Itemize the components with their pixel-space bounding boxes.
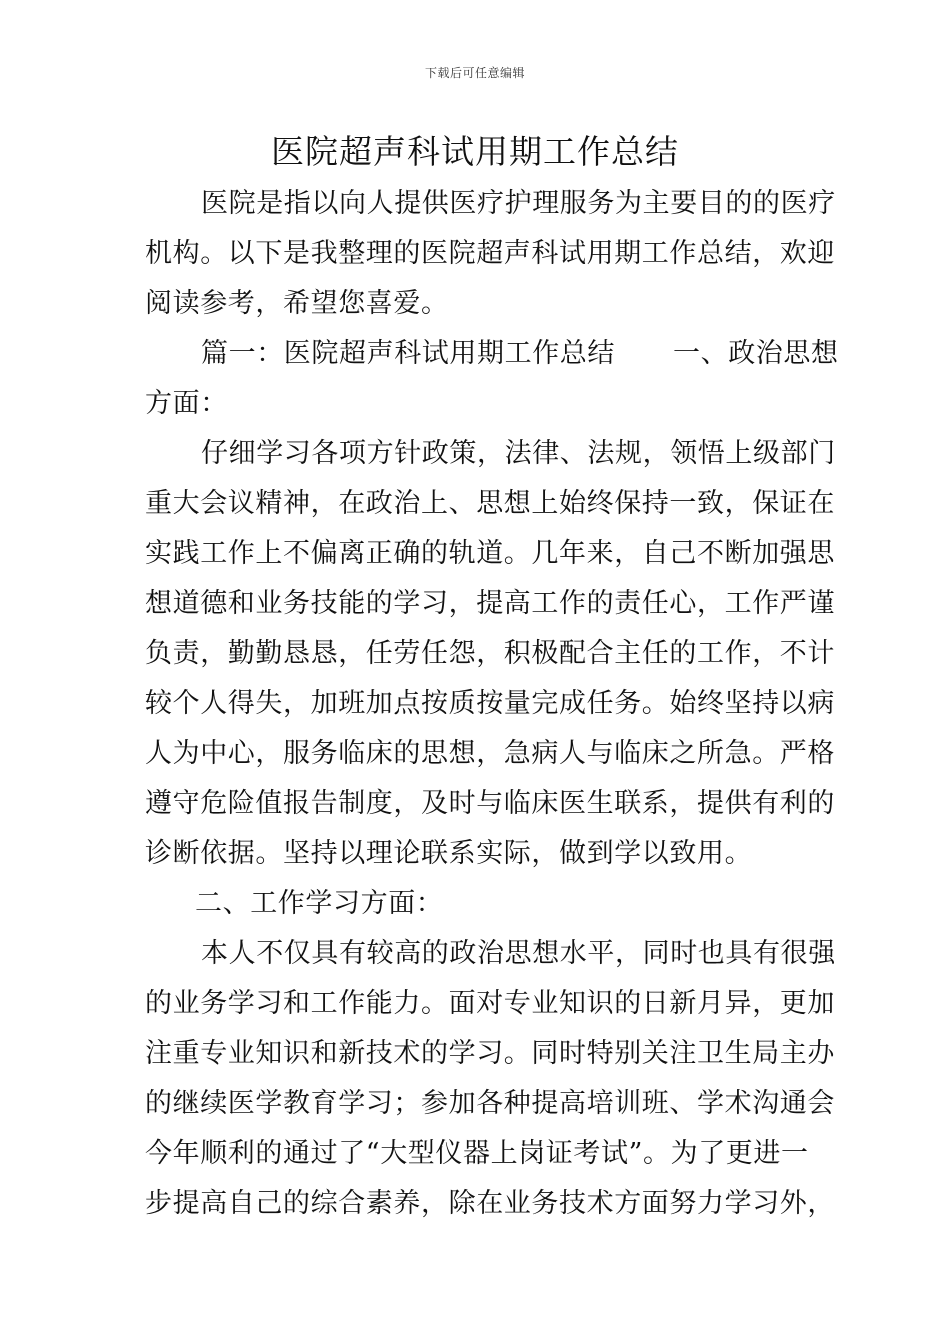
paragraph-line: 机构。以下是我整理的医院超声科试用期工作总结，欢迎 [145, 238, 835, 269]
section-heading-line [145, 329, 839, 379]
paragraph-line: 负责，勤勤恳恳，任劳任怨，积极配合主任的工作，不计 [145, 638, 835, 669]
section-heading: 一、政治思想 [673, 338, 839, 369]
paragraph-line: 重大会议精神，在政治上、思想上始终保持一致，保证在 [145, 488, 835, 519]
paragraph-line: 人为中心，服务临床的思想，急病人与临床之所急。严格 [145, 738, 835, 769]
paragraph-line: 的业务学习和工作能力。面对专业知识的日新月异，更加 [145, 988, 835, 1019]
paragraph-line: 诊断依据。坚持以理论联系实际，做到学以致用。 [145, 838, 753, 869]
section-heading: 二、工作学习方面： [195, 888, 444, 919]
article-heading: 篇一：医院超声科试用期工作总结 [201, 338, 615, 369]
paragraph-line: 方面： [145, 388, 228, 419]
paragraph-line: 本人不仅具有较高的政治思想水平，同时也具有很强 [201, 938, 836, 969]
paragraph-line: 较个人得失，加班加点按质按量完成任务。始终坚持以病 [145, 688, 835, 719]
document-title: 医院超声科试用期工作总结 [271, 132, 679, 171]
paragraph-line: 仔细学习各项方针政策，法律、法规，领悟上级部门 [201, 438, 836, 469]
paragraph-line: 阅读参考，希望您喜爱。 [145, 288, 449, 319]
paragraph-line: 步提高自己的综合素养，除在业务技术方面努力学习外， [145, 1188, 835, 1219]
paragraph-line: 注重专业知识和新技术的学习。同时特别关注卫生局主办 [145, 1038, 835, 1069]
paragraph-line: 医院是指以向人提供医疗护理服务为主要目的的医疗 [201, 188, 836, 219]
paragraph-line: 今年顺利的通过了“大型仪器上岗证考试”。为了更进一 [145, 1138, 809, 1169]
paragraph-line: 的继续医学教育学习；参加各种提高培训班、学术沟通会 [145, 1088, 835, 1119]
document-body [145, 179, 839, 1229]
paragraph-line: 遵守危险值报告制度，及时与临床医生联系，提供有利的 [145, 788, 835, 819]
paragraph-line: 想道德和业务技能的学习，提高工作的责任心，工作严谨 [145, 588, 835, 619]
header-note: 下载后可任意编辑 [424, 66, 525, 80]
paragraph-line: 实践工作上不偏离正确的轨道。几年来，自己不断加强思 [145, 538, 835, 569]
